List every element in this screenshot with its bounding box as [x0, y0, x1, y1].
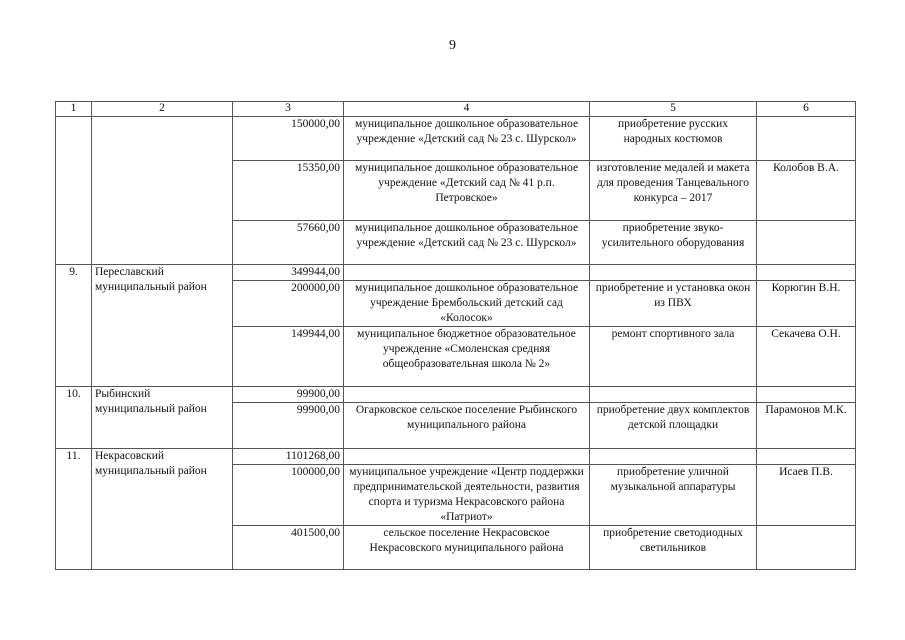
institution-cell: сельское поселение Некрасовское Некрасовского муниципального района	[344, 526, 590, 570]
amount-cell: 150000,00	[233, 117, 344, 161]
institution-cell: муниципальное учреждение «Центр поддержки предпринимательской деятельности, развития спорта и туризма Некрасовского района «Патриот»	[344, 465, 590, 526]
total-amount-cell: 99900,00	[233, 387, 344, 403]
purpose-cell: приобретение и установка окон из ПВХ	[590, 281, 757, 327]
row-number-cell	[56, 117, 92, 265]
amount-cell: 57660,00	[233, 221, 344, 265]
district-cell: Переславский муниципальный район	[92, 265, 233, 387]
amount-cell: 200000,00	[233, 281, 344, 327]
allocation-table	[55, 101, 856, 570]
purpose-cell: приобретение двух комплектов детской площадки	[590, 403, 757, 449]
responsible-cell: Колобов В.А.	[757, 161, 856, 221]
purpose-cell: изготовление медалей и макета для проведения Танцевального конкурса – 2017	[590, 161, 757, 221]
total-amount-cell: 1101268,00	[233, 449, 344, 465]
responsible-cell: Парамонов М.К.	[757, 403, 856, 449]
institution-cell: муниципальное бюджетное образовательное учреждение «Смоленская средняя общеобразовательная школа № 2»	[344, 327, 590, 387]
column-header: 6	[757, 102, 856, 117]
purpose-cell: ремонт спортивного зала	[590, 327, 757, 387]
purpose-cell: приобретение звуко-усилительного оборудования	[590, 221, 757, 265]
column-header: 1	[56, 102, 92, 117]
amount-cell: 401500,00	[233, 526, 344, 570]
responsible-cell	[757, 526, 856, 570]
table-row	[56, 117, 856, 161]
institution-cell: Огарковское сельское поселение Рыбинского муниципального района	[344, 403, 590, 449]
amount-cell: 100000,00	[233, 465, 344, 526]
institution-cell: муниципальное дошкольное образовательное учреждение Брембольский детский сад «Колосок»	[344, 281, 590, 327]
row-number-cell: 10.	[56, 387, 92, 449]
table-row	[56, 449, 856, 465]
row-number-cell: 11.	[56, 449, 92, 570]
amount-cell: 99900,00	[233, 403, 344, 449]
column-header: 3	[233, 102, 344, 117]
district-cell	[92, 117, 233, 265]
purpose-cell: приобретение светодиодных светильников	[590, 526, 757, 570]
table-row	[56, 265, 856, 281]
column-header: 5	[590, 102, 757, 117]
row-number-cell: 9.	[56, 265, 92, 387]
total-amount-cell: 349944,00	[233, 265, 344, 281]
amount-cell: 15350,00	[233, 161, 344, 221]
table-row	[56, 387, 856, 403]
purpose-cell: приобретение русских народных костюмов	[590, 117, 757, 161]
table-header-row	[56, 102, 856, 117]
responsible-cell: Корюгин В.Н.	[757, 281, 856, 327]
amount-cell: 149944,00	[233, 327, 344, 387]
purpose-cell: приобретение уличной музыкальной аппаратуры	[590, 465, 757, 526]
responsible-cell	[757, 117, 856, 161]
column-header: 2	[92, 102, 233, 117]
institution-cell: муниципальное дошкольное образовательное учреждение «Детский сад № 23 с. Шурскол»	[344, 117, 590, 161]
responsible-cell: Исаев П.В.	[757, 465, 856, 526]
responsible-cell: Секачева О.Н.	[757, 327, 856, 387]
institution-cell: муниципальное дошкольное образовательное учреждение «Детский сад № 23 с. Шурскол»	[344, 221, 590, 265]
page-number: 9	[449, 38, 456, 53]
district-cell: Рыбинский муниципальный район	[92, 387, 233, 449]
column-header: 4	[344, 102, 590, 117]
district-cell: Некрасовский муниципальный район	[92, 449, 233, 570]
institution-cell: муниципальное дошкольное образовательное учреждение «Детский сад № 41 р.п. Петровское»	[344, 161, 590, 221]
responsible-cell	[757, 221, 856, 265]
